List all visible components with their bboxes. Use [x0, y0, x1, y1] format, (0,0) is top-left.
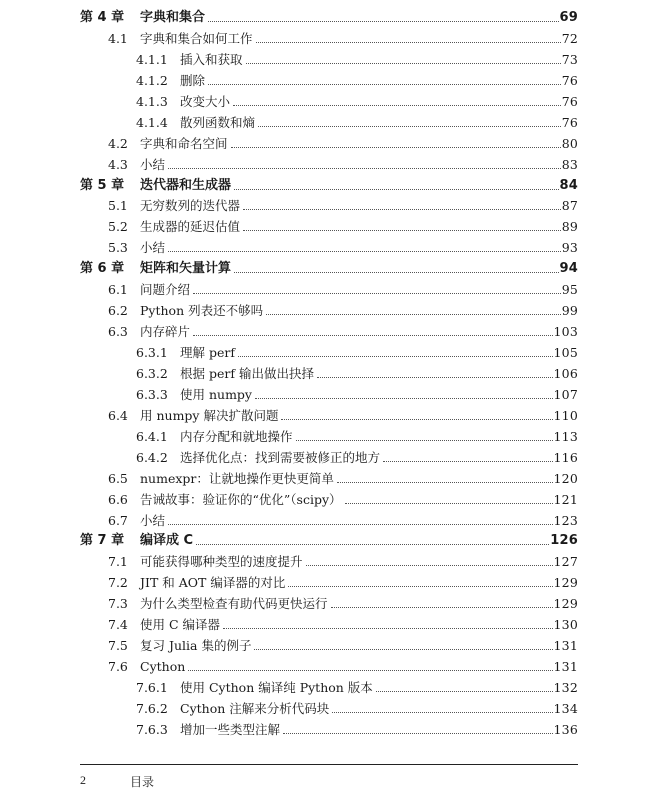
toc-section-row[interactable]: [0, 406, 667, 427]
toc-entry-page: 113: [553, 427, 578, 448]
toc-entry-page: 93: [561, 238, 578, 259]
dot-leader: [296, 440, 577, 441]
toc-entry-page: 110: [553, 406, 578, 427]
toc-entry-number: 第 7 章: [80, 533, 125, 549]
toc-entry-title: 可能获得哪种类型的速度提升: [140, 552, 305, 573]
toc-section-row[interactable]: [0, 217, 667, 238]
toc-entry-page: 76: [561, 113, 578, 134]
toc-entry-title: 告诫故事：验证你的“优化”（scipy）: [140, 490, 344, 511]
dot-leader: [188, 670, 577, 671]
toc-subsection-row[interactable]: [0, 50, 667, 71]
toc-entry-page: 134: [553, 699, 578, 720]
toc-subsection-row[interactable]: [0, 92, 667, 113]
toc-entry-title: 内存分配和就地操作: [180, 427, 295, 448]
toc-entry-page: 69: [559, 8, 579, 29]
toc-entry-number: 7.5: [108, 638, 128, 654]
toc-entry-title: 字典和命名空间: [140, 134, 230, 155]
toc-entry-page: 131: [553, 636, 578, 657]
toc-entry-title: 选择优化点：找到需要被修正的地方: [180, 448, 382, 469]
dot-leader: [254, 649, 577, 650]
toc-entry-title: 小结: [140, 238, 167, 259]
toc-section-row[interactable]: [0, 594, 667, 615]
page-footer: [80, 764, 578, 789]
toc-entry-title: 删除: [180, 71, 207, 92]
toc-entry-number: 4.3: [108, 156, 128, 172]
dot-leader: [288, 586, 577, 587]
toc-entry-page: 76: [561, 71, 578, 92]
dot-leader: [243, 230, 577, 231]
toc-entry-number: 6.5: [108, 470, 128, 486]
dot-leader: [256, 42, 577, 43]
toc-entry-number: 6.3.3: [136, 386, 168, 402]
dot-leader: [196, 544, 577, 545]
toc-section-row[interactable]: [0, 573, 667, 594]
toc-entry-title: 使用 Cython 编译纯 Python 版本: [180, 678, 375, 699]
toc-entry-title: 生成器的延迟估值: [140, 217, 242, 238]
toc-entry-page: 130: [553, 615, 578, 636]
toc-entry-title: 使用 C 编译器: [140, 615, 222, 636]
toc-subsection-row[interactable]: [0, 427, 667, 448]
toc-entry-title: 编译成 C: [140, 531, 195, 552]
toc-chapter-row[interactable]: [0, 259, 667, 280]
dot-leader: [234, 272, 577, 273]
toc-subsection-row[interactable]: [0, 678, 667, 699]
toc-subsection-row[interactable]: [0, 364, 667, 385]
toc-entry-number: 6.7: [108, 512, 128, 528]
toc-entry-page: 80: [561, 134, 578, 155]
toc-entry-page: 72: [561, 29, 578, 50]
dot-leader: [234, 189, 577, 190]
toc-section-row[interactable]: [0, 615, 667, 636]
toc-entry-number: 7.6: [108, 659, 128, 675]
toc-entry-number: 6.4.2: [136, 449, 168, 465]
toc-section-row[interactable]: [0, 469, 667, 490]
toc-entry-title: 无穷数列的迭代器: [140, 196, 242, 217]
toc-entry-number: 6.4.1: [136, 428, 168, 444]
toc-entry-page: 99: [561, 301, 578, 322]
dot-leader: [238, 356, 577, 357]
toc-entry-title: 改变大小: [180, 92, 232, 113]
toc-entry-title: 增加一些类型注解: [180, 720, 282, 741]
toc-entry-number: 7.2: [108, 575, 128, 591]
toc-entry-page: 136: [553, 720, 578, 741]
toc-entry-title: 使用 numpy: [180, 385, 254, 406]
table-of-contents: [0, 8, 667, 741]
toc-entry-page: 84: [559, 176, 579, 197]
toc-entry-page: 94: [559, 259, 579, 280]
dot-leader: [223, 628, 577, 629]
dot-leader: [246, 63, 577, 64]
toc-entry-title: 字典和集合: [140, 8, 207, 29]
toc-entry-title: 用 numpy 解决扩散问题: [140, 406, 280, 427]
toc-subsection-row[interactable]: [0, 343, 667, 364]
toc-entry-page: 131: [553, 657, 578, 678]
footer-page-number: 2: [80, 773, 86, 787]
dot-leader: [306, 565, 577, 566]
toc-entry-page: 83: [561, 155, 578, 176]
toc-entry-number: 第 6 章: [80, 261, 125, 277]
toc-entry-page: 89: [561, 217, 578, 238]
dot-leader: [345, 503, 577, 504]
toc-entry-page: 95: [561, 280, 578, 301]
dot-leader: [168, 524, 577, 525]
toc-subsection-row[interactable]: [0, 385, 667, 406]
toc-entry-number: 4.1: [108, 30, 128, 46]
dot-leader: [281, 419, 577, 420]
dot-leader: [193, 335, 577, 336]
toc-entry-number: 6.3.1: [136, 345, 168, 360]
toc-section-row[interactable]: [0, 280, 667, 301]
dot-leader: [208, 84, 577, 85]
toc-chapter-row[interactable]: [0, 531, 667, 552]
dot-leader: [283, 733, 577, 734]
dot-leader: [317, 377, 577, 378]
toc-entry-number: 7.6.1: [136, 680, 168, 695]
toc-entry-title: 小结: [140, 155, 167, 176]
dot-leader: [233, 105, 577, 106]
toc-entry-number: 6.3.2: [136, 365, 168, 381]
toc-entry-number: 7.1: [108, 554, 128, 570]
toc-section-row[interactable]: [0, 322, 667, 343]
dot-leader: [193, 293, 577, 294]
dot-leader: [266, 314, 577, 315]
toc-entry-page: 76: [561, 92, 578, 113]
dot-leader: [337, 482, 577, 483]
toc-entry-number: 4.2: [108, 135, 128, 151]
dot-leader: [383, 461, 577, 462]
toc-subsection-row[interactable]: [0, 720, 667, 741]
footer-section-title: 目录: [130, 775, 155, 789]
toc-entry-title: 迭代器和生成器: [140, 176, 233, 197]
dot-leader: [168, 168, 577, 169]
toc-section-row[interactable]: [0, 511, 667, 532]
toc-entry-page: 73: [561, 50, 578, 71]
toc-entry-title: Cython 注解来分析代码块: [180, 699, 331, 720]
toc-entry-page: 103: [553, 322, 578, 343]
toc-entry-number: 5.1: [108, 198, 128, 214]
dot-leader: [231, 147, 577, 148]
toc-entry-number: 第 5 章: [80, 177, 125, 193]
toc-entry-page: 127: [553, 552, 578, 573]
toc-entry-title: 根据 perf 输出做出抉择: [180, 364, 316, 385]
toc-entry-page: 120: [553, 469, 578, 490]
toc-section-row[interactable]: [0, 552, 667, 573]
toc-entry-number: 7.6.3: [136, 721, 168, 737]
toc-entry-number: 4.1.1: [136, 51, 168, 67]
toc-entry-page: 126: [549, 531, 578, 552]
dot-leader: [243, 209, 577, 210]
toc-entry-title: Python 列表还不够吗: [140, 301, 265, 322]
dot-leader: [255, 398, 577, 399]
toc-section-row[interactable]: [0, 134, 667, 155]
toc-entry-number: 7.6.2: [136, 700, 168, 716]
toc-entry-number: 5.2: [108, 219, 128, 235]
toc-entry-page: 121: [553, 490, 578, 511]
toc-entry-title: 矩阵和矢量计算: [140, 259, 233, 280]
toc-entry-number: 5.3: [108, 240, 128, 256]
toc-entry-page: 116: [553, 448, 578, 469]
toc-entry-title: 内存碎片: [140, 322, 192, 343]
toc-entry-number: 6.2: [108, 303, 128, 319]
dot-leader: [208, 21, 577, 22]
toc-entry-title: 为什么类型检查有助代码更快运行: [140, 594, 330, 615]
toc-section-row[interactable]: [0, 636, 667, 657]
toc-entry-page: 123: [553, 511, 578, 532]
toc-chapter-row[interactable]: [0, 176, 667, 197]
toc-entry-page: 87: [561, 196, 578, 217]
toc-entry-number: 6.1: [108, 282, 128, 298]
toc-entry-title: 散列函数和熵: [180, 113, 257, 134]
toc-entry-number: 6.3: [108, 324, 128, 340]
toc-entry-title: Cython: [140, 657, 187, 678]
toc-entry-title: 插入和获取: [180, 50, 245, 71]
toc-entry-title: 复习 Julia 集的例子: [140, 636, 253, 657]
toc-entry-title: JIT 和 AOT 编译器的对比: [140, 573, 287, 594]
toc-section-row[interactable]: [0, 657, 667, 678]
dot-leader: [168, 251, 577, 252]
toc-entry-number: 6.4: [108, 407, 128, 423]
toc-section-row[interactable]: [0, 155, 667, 176]
toc-entry-number: 6.6: [108, 491, 128, 507]
toc-section-row[interactable]: [0, 238, 667, 259]
toc-entry-number: 第 4 章: [80, 10, 125, 25]
toc-entry-title: numexpr：让就地操作更快更简单: [140, 469, 336, 490]
toc-subsection-row[interactable]: [0, 113, 667, 134]
toc-section-row[interactable]: [0, 196, 667, 217]
dot-leader: [376, 691, 577, 692]
toc-entry-title: 问题介绍: [140, 280, 192, 301]
toc-entry-page: 105: [553, 343, 578, 364]
toc-section-row[interactable]: [0, 29, 667, 50]
toc-subsection-row[interactable]: [0, 71, 667, 92]
dot-leader: [258, 126, 577, 127]
toc-entry-page: 132: [553, 678, 578, 699]
toc-entry-page: 129: [553, 573, 578, 594]
toc-section-row[interactable]: [0, 301, 667, 322]
toc-entry-page: 129: [553, 594, 578, 615]
toc-entry-number: 4.1.3: [136, 93, 168, 109]
toc-entry-page: 106: [553, 364, 578, 385]
toc-entry-number: 4.1.2: [136, 72, 168, 88]
dot-leader: [332, 712, 577, 713]
toc-entry-title: 理解 perf: [180, 343, 237, 364]
toc-subsection-row[interactable]: [0, 699, 667, 720]
toc-entry-number: 4.1.4: [136, 114, 168, 130]
toc-chapter-row[interactable]: [0, 8, 667, 29]
toc-entry-page: 107: [553, 385, 578, 406]
toc-entry-title: 小结: [140, 511, 167, 532]
toc-entry-number: 7.3: [108, 596, 128, 612]
toc-section-row[interactable]: [0, 490, 667, 511]
toc-entry-title: 字典和集合如何工作: [140, 29, 255, 50]
toc-subsection-row[interactable]: [0, 448, 667, 469]
dot-leader: [331, 607, 577, 608]
toc-entry-number: 7.4: [108, 617, 128, 633]
